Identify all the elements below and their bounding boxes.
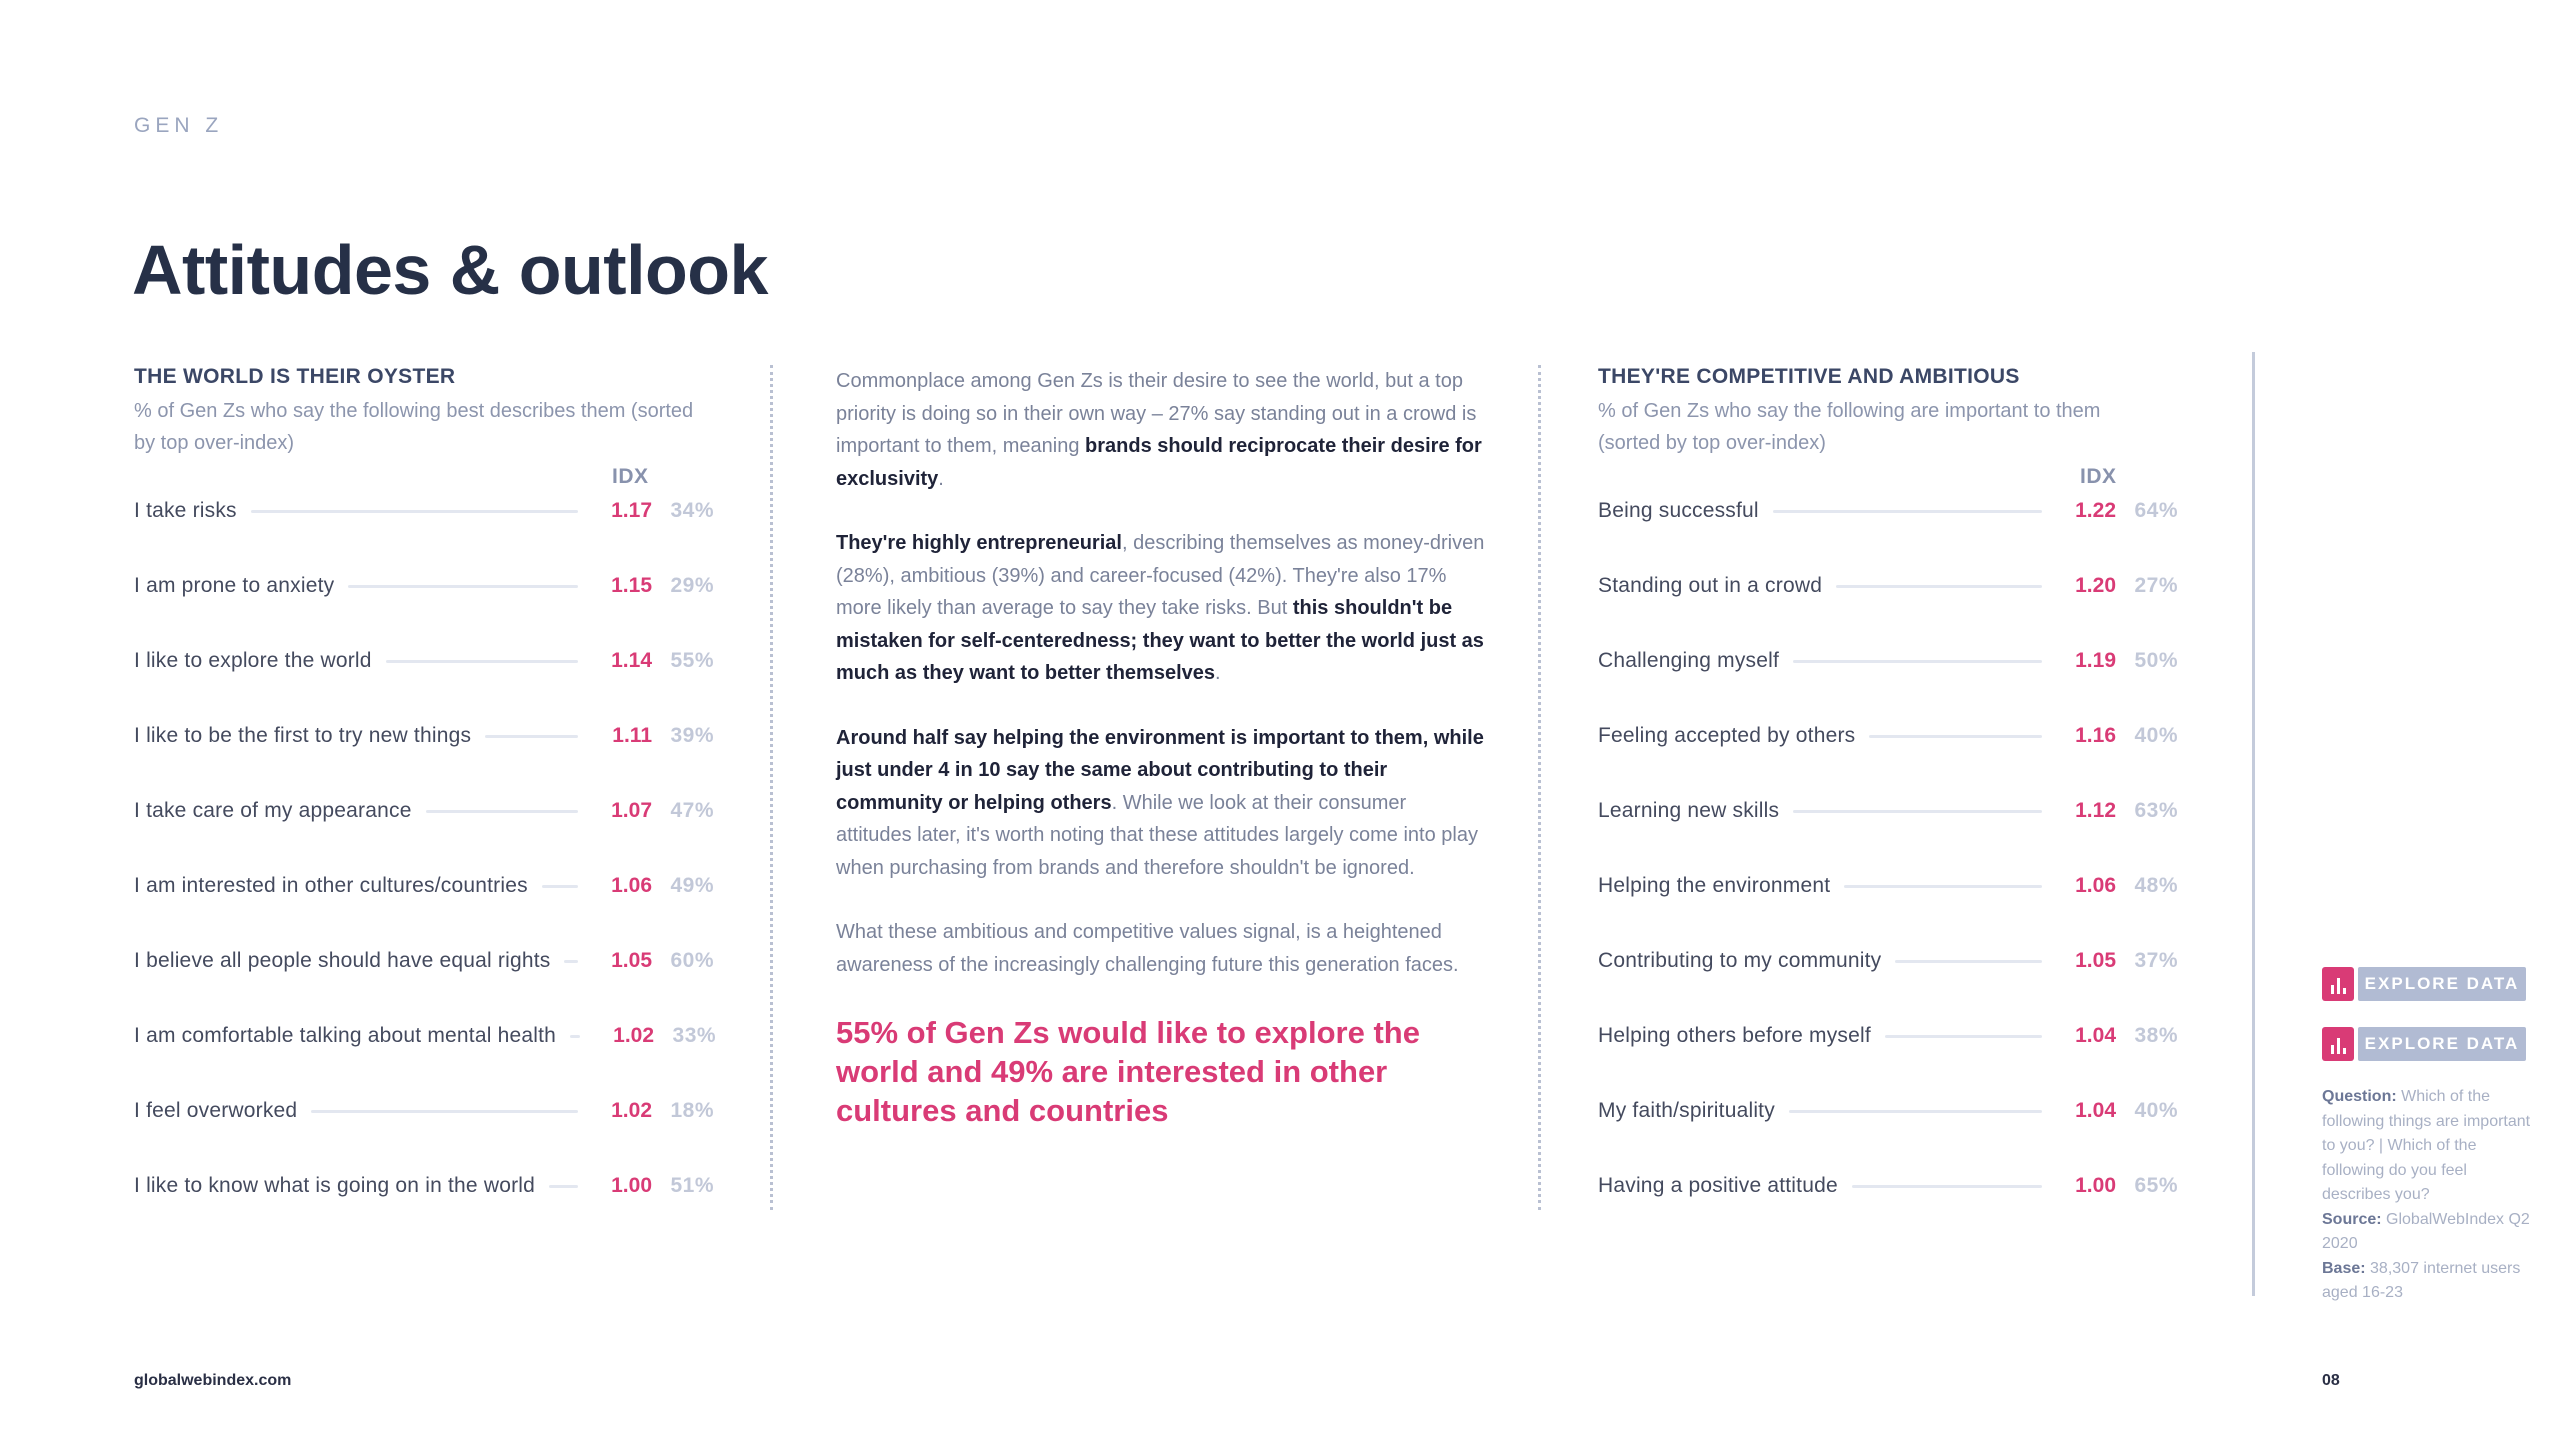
row-leader-line — [1852, 1185, 2042, 1188]
row-label: Standing out in a crowd — [1598, 574, 1823, 597]
row-percent-value: 38% — [2134, 1024, 2178, 1047]
row-percent-value: 27% — [2134, 574, 2178, 597]
row-leader-line — [311, 1110, 578, 1113]
explore-data-label: EXPLORE DATA — [2358, 1027, 2526, 1061]
row-label: I take risks — [134, 499, 237, 522]
row-index-value: 1.06 — [2075, 874, 2116, 897]
pull-quote: 55% of Gen Zs would like to explore the world and 49% are interested in other cultures and countries — [836, 1015, 1420, 1128]
row-percent-value: 34% — [670, 499, 714, 522]
base-label: Base: — [2322, 1259, 2366, 1277]
right-ranking-panel — [1598, 365, 2178, 1197]
row-index-value: 1.14 — [611, 649, 652, 672]
row-percent-value: 60% — [670, 949, 714, 972]
ranking-row — [1598, 643, 2178, 679]
row-index-value: 1.05 — [611, 949, 652, 972]
left-dotted-divider — [770, 365, 773, 1210]
section-label: GEN Z — [134, 114, 224, 137]
row-index-value: 1.19 — [2075, 649, 2116, 672]
row-label: Helping others before myself — [1598, 1024, 1871, 1047]
row-label: I believe all people should have equal rights — [134, 949, 551, 972]
ranking-row — [1598, 1168, 2178, 1204]
ranking-row — [1598, 793, 2178, 829]
row-leader-line — [549, 1185, 578, 1188]
row-percent-value: 51% — [670, 1174, 714, 1197]
ranking-row — [134, 643, 714, 679]
row-percent-value: 40% — [2134, 724, 2178, 747]
row-percent-value: 65% — [2134, 1174, 2178, 1197]
ranking-row — [134, 943, 714, 979]
row-percent-value: 55% — [670, 649, 714, 672]
row-leader-line — [1885, 1035, 2042, 1038]
row-label: I like to be the first to try new things — [134, 724, 472, 747]
ranking-row — [134, 718, 714, 754]
p2-text: , describing themselves as money-driven (28%), ambitious (39%) and career-focused (42%). They're also 17% more likely than average to say they take risks. But — [836, 532, 1485, 619]
row-index-value: 1.22 — [2075, 499, 2116, 522]
page-number: 08 — [2322, 1372, 2340, 1389]
ranking-row — [1598, 868, 2178, 904]
row-percent-value: 33% — [672, 1024, 717, 1047]
p2-end: . — [1215, 662, 1221, 684]
row-leader-line — [386, 660, 578, 663]
ranking-row — [1598, 943, 2178, 979]
ranking-row — [134, 568, 714, 604]
bar-chart-icon — [2322, 967, 2354, 1001]
row-leader-line — [564, 960, 578, 963]
row-percent-value: 48% — [2134, 874, 2178, 897]
row-leader-line — [426, 810, 578, 813]
row-index-value: 1.07 — [611, 799, 652, 822]
source-notes — [2322, 1085, 2532, 1306]
ranking-row — [1598, 568, 2178, 604]
row-leader-line — [1836, 585, 2042, 588]
row-index-value: 1.20 — [2075, 574, 2116, 597]
row-index-value: 1.06 — [611, 874, 652, 897]
footer-site-link[interactable]: globalwebindex.com — [134, 1372, 292, 1389]
row-leader-line — [251, 510, 578, 513]
row-label: I am interested in other cultures/countries — [134, 874, 528, 897]
row-index-value: 1.00 — [2075, 1174, 2116, 1197]
paragraph-1 — [836, 365, 1486, 495]
sidebar-divider — [2252, 352, 2255, 1296]
row-percent-value: 49% — [670, 874, 714, 897]
p2-bold-start: They're highly entrepreneurial — [836, 532, 1122, 554]
source-note — [2322, 1208, 2532, 1257]
row-index-value: 1.02 — [613, 1024, 655, 1047]
p3-bold: Around half say helping the environment is important to them, while just under 4 in 10 say the same about contributing to their community or helping others — [836, 726, 1484, 814]
row-leader-line — [1793, 810, 2042, 813]
question-text: Which of the following things are important to you? | Which of the following do you feel describes you? — [2322, 1088, 2531, 1203]
row-label: Feeling accepted by others — [1598, 724, 1856, 747]
p1-end: . — [938, 467, 944, 490]
row-index-value: 1.17 — [611, 499, 652, 522]
row-label: Learning new skills — [1598, 799, 1780, 822]
base-note — [2322, 1257, 2532, 1306]
ranking-row — [1598, 493, 2178, 529]
left-subheading: % of Gen Zs who say the following best describes them (sorted by top over-index) — [134, 400, 694, 454]
right-heading: THEY'RE COMPETITIVE AND AMBITIOUS — [1598, 365, 2020, 388]
row-percent-value: 64% — [2134, 499, 2178, 522]
explore-data-button-1[interactable] — [2322, 967, 2526, 1001]
ranking-row — [134, 493, 714, 529]
paragraph-4: What these ambitious and competitive values signal, is a heightened awareness of the increasingly challenging future this generation faces. — [836, 921, 1459, 976]
question-label: Question: — [2322, 1088, 2397, 1105]
ranking-row — [134, 1093, 714, 1129]
p1-text: Commonplace among Gen Zs is their desire to see the world, but a top priority is doing so in their own way – 27% say standing out in a crowd is important to them, meaning — [836, 370, 1477, 457]
explore-data-button-2[interactable] — [2322, 1027, 2526, 1061]
page-title: Attitudes & outlook — [132, 231, 768, 309]
row-label: I take care of my appearance — [134, 799, 412, 822]
row-label: I am prone to anxiety — [134, 574, 335, 597]
row-percent-value: 18% — [670, 1099, 714, 1122]
ranking-row — [1598, 718, 2178, 754]
row-leader-line — [570, 1035, 580, 1038]
base-text: 38,307 internet users aged 16-23 — [2322, 1259, 2521, 1301]
row-index-value: 1.00 — [611, 1174, 652, 1197]
row-label: Contributing to my community — [1598, 949, 1882, 972]
ranking-row — [134, 868, 714, 904]
ranking-row — [134, 1018, 717, 1054]
left-heading: THE WORLD IS THEIR OYSTER — [134, 365, 456, 388]
row-percent-value: 37% — [2134, 949, 2178, 972]
question-note — [2322, 1085, 2532, 1208]
row-label: I feel overworked — [134, 1099, 298, 1122]
row-label: My faith/spirituality — [1598, 1099, 1775, 1122]
source-text: GlobalWebIndex Q2 2020 — [2322, 1210, 2530, 1252]
row-index-value: 1.02 — [611, 1099, 652, 1122]
row-leader-line — [1789, 1110, 2042, 1113]
row-leader-line — [1773, 510, 2042, 513]
source-label: Source: — [2322, 1210, 2382, 1228]
p1-bold: brands should reciprocate their desire for exclusivity — [836, 435, 1482, 490]
bar-chart-icon — [2322, 1027, 2354, 1061]
row-label: Challenging myself — [1598, 649, 1780, 672]
row-percent-value: 39% — [670, 724, 714, 747]
row-leader-line — [485, 735, 578, 738]
row-index-value: 1.04 — [2075, 1099, 2116, 1122]
ranking-row — [134, 793, 714, 829]
row-percent-value: 63% — [2134, 799, 2178, 822]
row-leader-line — [1793, 660, 2042, 663]
row-index-value: 1.16 — [2075, 724, 2116, 747]
right-dotted-divider — [1538, 365, 1541, 1210]
ranking-row — [134, 1168, 714, 1204]
right-idx-header: IDX — [2080, 465, 2117, 488]
row-leader-line — [1895, 960, 2042, 963]
left-idx-header: IDX — [612, 465, 649, 488]
row-index-value: 1.04 — [2075, 1024, 2116, 1047]
row-percent-value: 47% — [670, 799, 714, 822]
ranking-row — [1598, 1093, 2178, 1129]
row-label: I like to explore the world — [134, 649, 372, 672]
row-percent-value: 40% — [2134, 1099, 2178, 1122]
row-label: Helping the environment — [1598, 874, 1831, 897]
row-percent-value: 50% — [2134, 649, 2178, 672]
row-index-value: 1.15 — [611, 574, 652, 597]
row-index-value: 1.05 — [2075, 949, 2116, 972]
row-leader-line — [1869, 735, 2042, 738]
row-leader-line — [542, 885, 578, 888]
row-label: Being successful — [1598, 499, 1759, 522]
paragraph-2 — [836, 527, 1486, 690]
row-index-value: 1.12 — [2075, 799, 2116, 822]
ranking-row — [1598, 1018, 2178, 1054]
left-ranking-panel — [134, 365, 717, 1197]
row-label: I am comfortable talking about mental health — [134, 1024, 557, 1047]
row-label: I like to know what is going on in the world — [134, 1174, 536, 1197]
paragraph-3 — [836, 722, 1486, 885]
p3-text: . While we look at their consumer attitudes later, it's worth noting that these attitudes largely come into play when purchasing from brands and therefore shouldn't be ignored. — [836, 791, 1478, 879]
row-leader-line — [1844, 885, 2042, 888]
row-index-value: 1.11 — [612, 724, 652, 747]
right-subheading: % of Gen Zs who say the following are important to them (sorted by top over-index) — [1598, 400, 2101, 454]
p2-bold: this shouldn't be mistaken for self-centeredness; they want to better the world just as much as they want to better themselves — [836, 597, 1484, 684]
row-leader-line — [348, 585, 578, 588]
middle-text-panel — [836, 365, 1486, 1130]
row-percent-value: 29% — [670, 574, 714, 597]
explore-data-label: EXPLORE DATA — [2358, 967, 2526, 1001]
row-label: Having a positive attitude — [1598, 1174, 1838, 1197]
